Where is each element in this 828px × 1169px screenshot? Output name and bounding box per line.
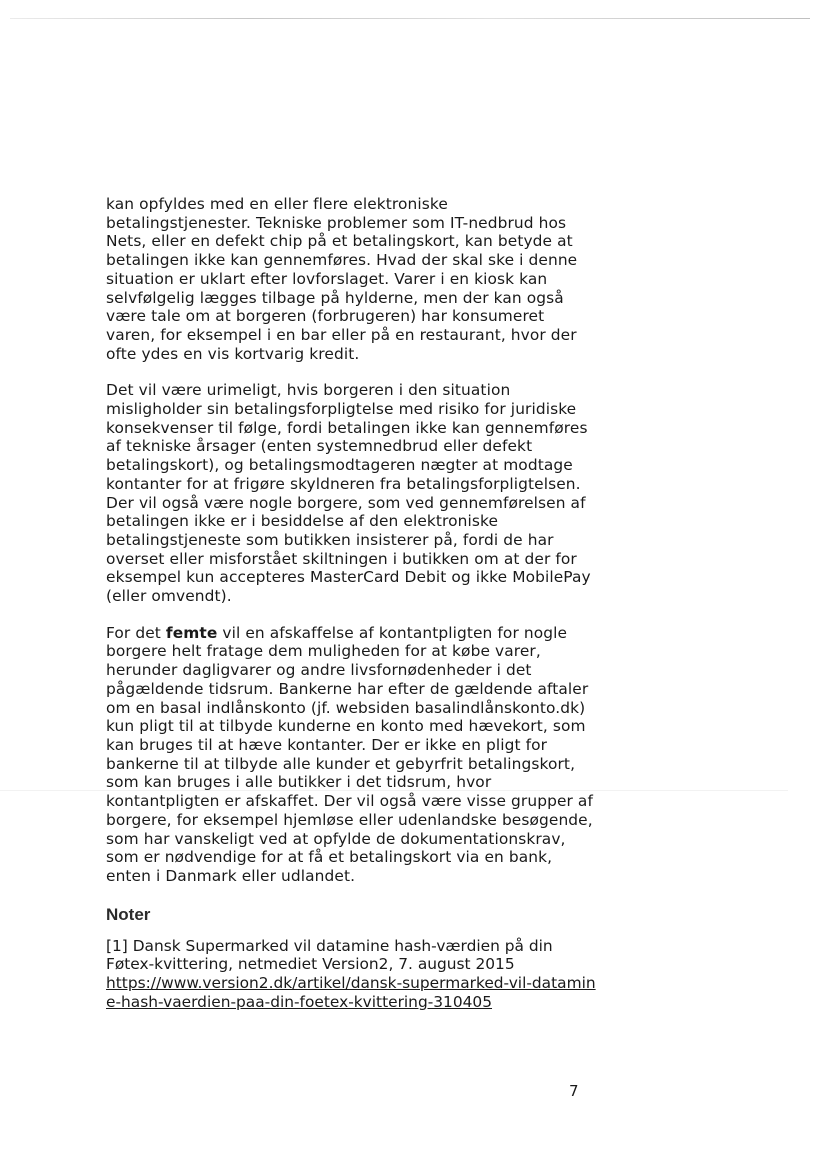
document-body [106,195,596,1011]
scan-edge-line [10,18,810,19]
paragraph-3-prefix: For det [106,623,166,642]
paragraph-2: Det vil være urimeligt, hvis borgeren i den situation misligholder sin betalingsforpligtelse med risiko for juridiske konsekvenser til følge, fordi betalingen ikke kan gennemføres af tekniske årsager (enten systemnedbrud eller defekt betalingskort), og betalingsmodtageren nægter at modtage kontanter for at frigøre skyldneren fra betalingsforpligtelsen. Der vil også være nogle borgere, som ved gennemførelsen af betalingen ikke er i besiddelse af den elektroniske betalingstjeneste som butikken insisterer på, fordi de har overset eller misforstået skiltningen i butikken om at der for eksempel kun accepteres MasterCard Debit og ikke MobilePay (eller omvendt). [106,381,591,606]
footnote-1-link[interactable]: https://www.version2.dk/artikel/dansk-supermarked-vil-datamine-hash-vaerdien-paa-din-foetex-kvittering-310405 [106,974,596,1011]
paragraph-1: kan opfyldes med en eller flere elektroniske betalingstjenester. Tekniske problemer som IT-nedbrud hos Nets, eller en defekt chip på et betalingskort, kan betyde at betalingen ikke kan gennemføres. Hvad der skal ske i denne situation er uklart efter lovforslaget. Varer i en kiosk kan selvfølgelig lægges tilbage på hylderne, men der kan også være tale om at borgeren (forbrugeren) har konsumeret varen, for eksempel i en bar eller på en restaurant, hvor der ofte ydes en vis kortvarig kredit. [106,195,578,363]
footnote-1 [106,937,596,1012]
page-number: 7 [569,1082,579,1100]
paragraph-3-emphasis: femte [165,623,218,642]
footnote-1-text: [1] Dansk Supermarked vil datamine hash-værdien på din Føtex-kvittering, netmediet Version2, 7. august 2015 [106,936,553,974]
paragraph-3-text: vil en afskaffelse af kontantpligten for nogle borgere helt fratage dem muligheden for at købe varer, herunder dagligvarer og andre livsfornødenheder i det pågældende tidsrum. Bankerne har efter de gældende aftaler om en basal indlånskonto (jf. websiden basalindlånskonto.dk) kun pligt til at tilbyde kunderne en konto med hævekort, som kan bruges til at hæve kontanter. Der er ikke en pligt for bankerne til at tilbyde alle kunder et gebyrfrit betalingskort, som kan bruges i alle butikker i det tidsrum, hvor kontantpligten er afskaffet. Der vil også være visse grupper af borgere, for eksempel hjemløse eller udenlandske besøgende, som har vanskeligt ved at opfylde de dokumentationskrav, som er nødvendige for at få et betalingskort via en bank, enten i Danmark eller udlandet. [106,623,593,885]
paragraph-3 [106,624,596,886]
notes-heading: Noter [106,904,151,924]
